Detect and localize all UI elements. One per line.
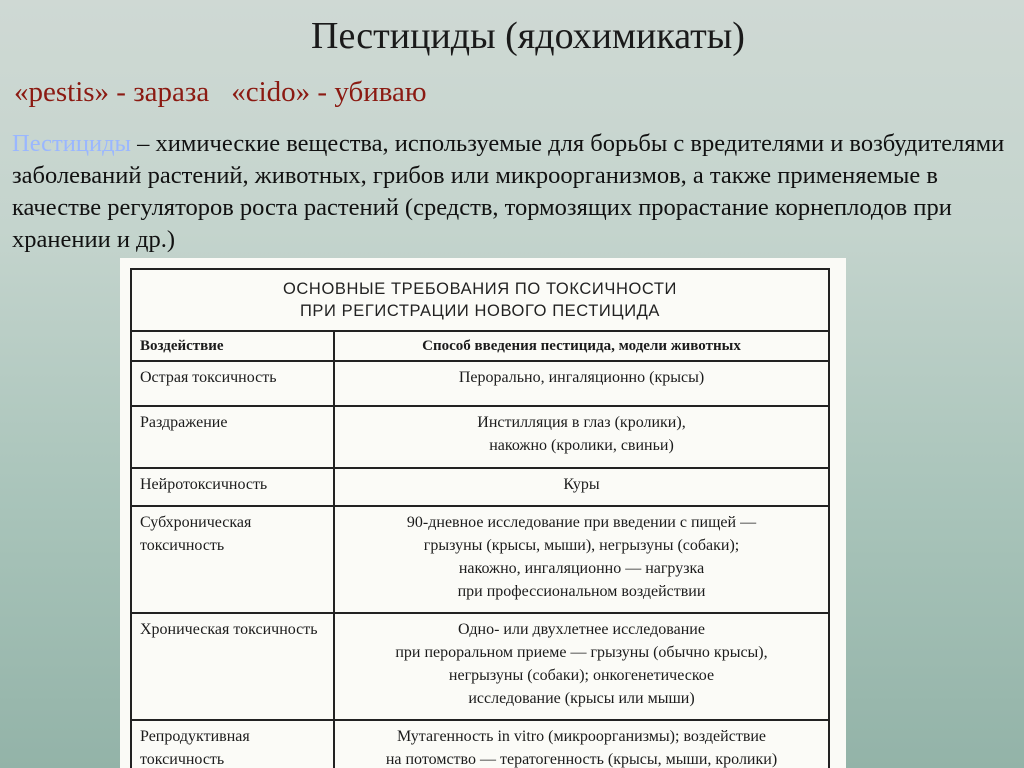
method-cell (334, 506, 829, 613)
method-line: Инстилляция в глаз (кролики), (477, 414, 686, 431)
method-cell (334, 468, 829, 506)
method-cell (334, 613, 829, 720)
table-row (131, 468, 829, 506)
table-row (131, 613, 829, 720)
slide-title: Пестициды (ядохимикаты) (311, 15, 745, 57)
table-row (131, 406, 829, 468)
effect-cell: Хроническая токсичность (131, 613, 334, 720)
method-line: Перорально, ингаляционно (крысы) (458, 369, 705, 386)
effect-cell: Субхроническая токсичность (131, 506, 334, 613)
definition-paragraph (12, 128, 1018, 256)
method-line: накожно (кролики, свиньи) (489, 437, 674, 454)
column-header-method: Способ введения пестицида, модели животных (334, 331, 829, 361)
method-line: исследование (крысы или мыши) (468, 690, 695, 707)
method-line: Куры (563, 476, 600, 493)
method-cell (334, 361, 829, 406)
column-header-effect: Воздействие (131, 331, 334, 361)
toxicity-table-image (120, 258, 846, 768)
method-line: Одно- или двухлетнее исследование (458, 621, 705, 638)
effect-cell: Острая токсичность (131, 361, 334, 406)
table-row (131, 720, 829, 768)
method-cell (334, 406, 829, 468)
definition-term: Пестициды (12, 130, 132, 157)
etymology-line (14, 76, 427, 109)
method-cell (334, 720, 829, 768)
method-line: накожно, ингаляционно — нагрузка (458, 560, 705, 577)
etymology-pestis: «pestis» - зараза (14, 76, 210, 108)
etymology-cido: «cido» - убиваю (231, 76, 427, 108)
method-line: негрызуны (собаки); онкогенетическое (448, 667, 715, 684)
effect-cell: Раздражение (131, 406, 334, 468)
toxicity-table (130, 268, 830, 768)
table-row (131, 361, 829, 406)
method-line: на потомство — тератогенность (крысы, мыши, кролики) (385, 751, 778, 768)
method-line: Мутагенность in vitro (микроорганизмы); воздействие (396, 728, 767, 745)
table-caption-line-2: ПРИ РЕГИСТРАЦИИ НОВОГО ПЕСТИЦИДА (299, 302, 661, 320)
table-caption (131, 269, 829, 331)
definition-text: – химические вещества, используемые для борьбы с вредителями и возбудителями заболеваний растений, животных, грибов или микроорганизмов, а также применяемые в качестве регуляторов роста растений (средств, тормозящих прорастание корнеплодов при хранении и др.) (12, 130, 1005, 253)
table-row (131, 506, 829, 613)
table-caption-line-1: ОСНОВНЫЕ ТРЕБОВАНИЯ ПО ТОКСИЧНОСТИ (282, 280, 678, 298)
method-line: при пероральном приеме — грызуны (обычно крысы), (395, 644, 768, 661)
method-line: при профессиональном воздействии (457, 583, 706, 600)
method-line: 90-дневное исследование при введении с пищей — (406, 514, 757, 531)
method-line: грызуны (крысы, мыши), негрызуны (собаки); (423, 537, 740, 554)
effect-cell: Репродуктивная токсичность (131, 720, 334, 768)
effect-cell: Нейротоксичность (131, 468, 334, 506)
